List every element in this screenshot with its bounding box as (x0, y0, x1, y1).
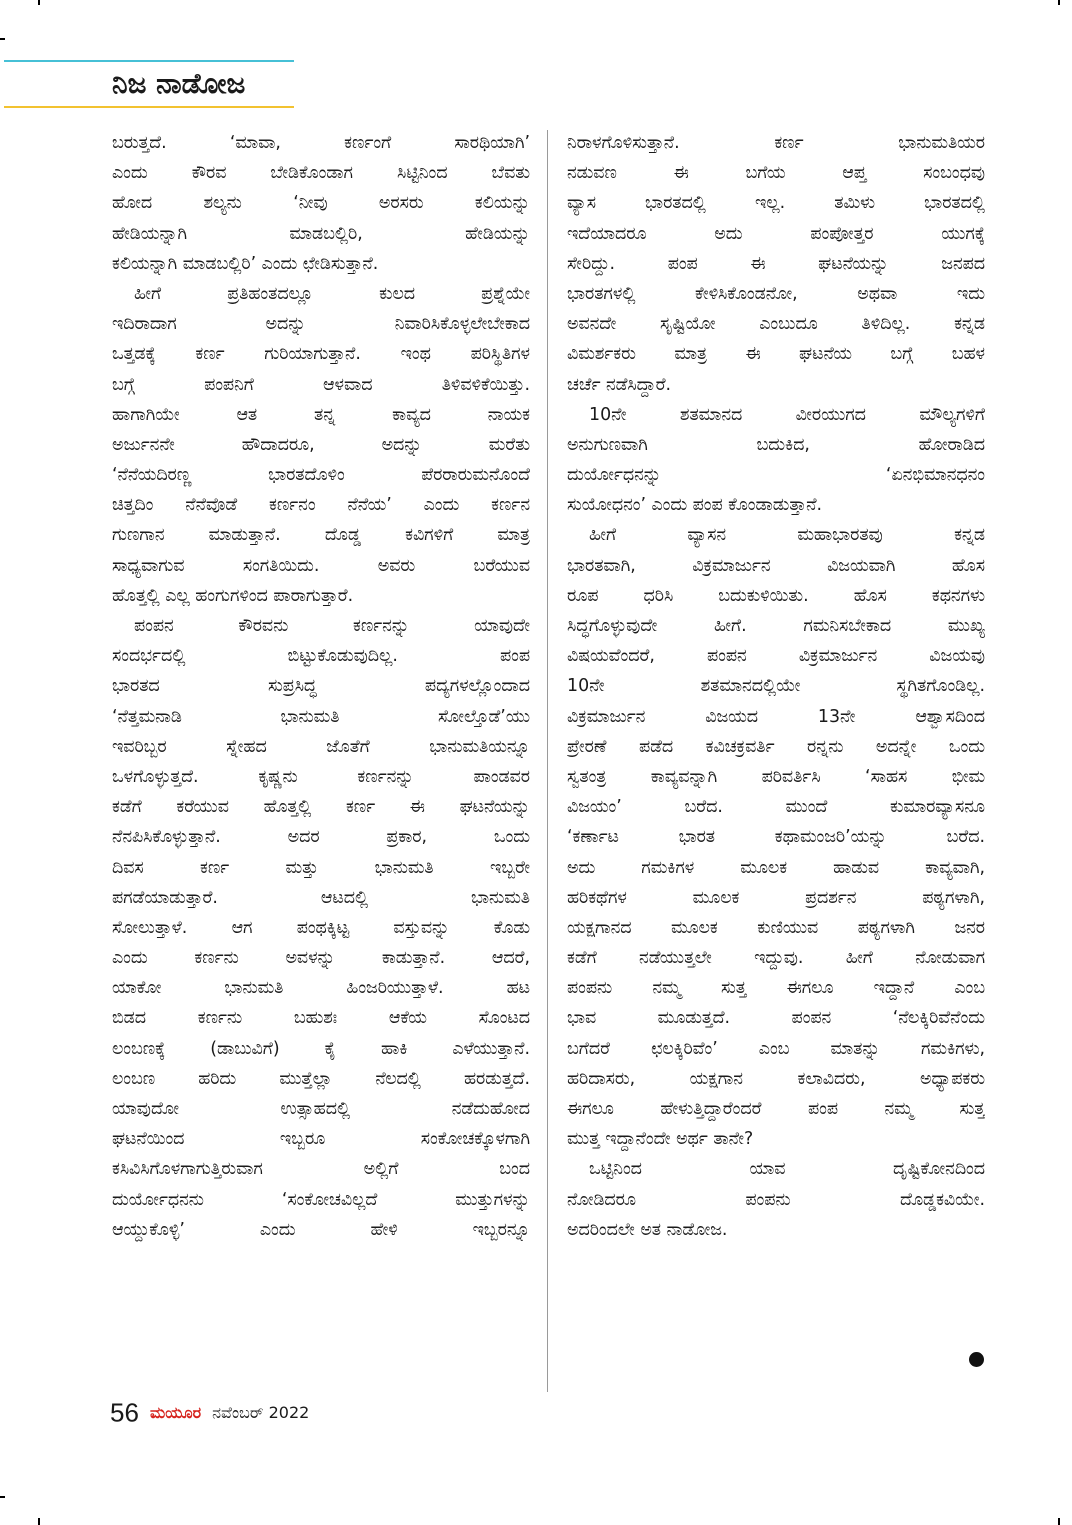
article-text-line: ನೆನಪಿಸಿಕೊಳ್ಳುತ್ತಾನೆ. ಅದರ ಪ್ರಕಾರ, ಒಂದು (112, 827, 530, 848)
article-text-line: ನಿರಾಳಗೊಳಿಸುತ್ತಾನೆ. ಕರ್ಣ ಭಾನುಮತಿಯರ (567, 133, 985, 153)
article-text-line: ವ್ಯಾಸ ಭಾರತದಲ್ಲಿ ಇಲ್ಲ. ತಮಿಳು ಭಾರತದಲ್ಲಿ (567, 193, 985, 214)
article-text-line: ಈಗಲೂ ಹೇಳುತ್ತಿದ್ದಾರೆಂದರೆ ಪಂಪ ನಮ್ಮ ಸುತ್ತ (567, 1099, 985, 1119)
article-text-line: ಸೋಲುತ್ತಾಳೆ. ಆಗ ಪಂಥಕ್ಕಿಟ್ಟ ವಸ್ತುವನ್ನು ಕೊಡು (112, 917, 530, 938)
article-text-line: ಅರ್ಜುನನೇ ಹೌದಾದರೂ, ಅದನ್ನು ಮರೆತು (112, 434, 530, 455)
crop-mark (1058, 0, 1060, 5)
article-text-line: ಒಟ್ಟಿನಿಂದ ಯಾವ ದೃಷ್ಟಿಕೋನದಿಂದ (589, 1159, 985, 1180)
crop-mark (0, 1496, 5, 1498)
article-text-line: ದುರ್ಯೋಧನನು ‘ಸಂಕೋಚವಿಲ್ಲದೆ ಮುತ್ತುಗಳನ್ನು (112, 1189, 530, 1210)
article-text-line: ಮುತ್ತ ಇದ್ದಾನೆಂದೇ ಅರ್ಥ ತಾನೇ? (567, 1129, 754, 1150)
article-text-line: ಅವನದೇ ಸೃಷ್ಟಿಯೋ ಎಂಬುದೂ ತಿಳಿದಿಲ್ಲ. ಕನ್ನಡ (567, 314, 985, 335)
article-text-line: ಕಡೆಗೆ ನಡೆಯುತ್ತಲೇ ಇದ್ದುವು. ಹೀಗೆ ನೋಡುವಾಗ (567, 948, 985, 969)
article-text-line: ಎಂದು ಕರ್ಣನು ಅವಳನ್ನು ಕಾಡುತ್ತಾನೆ. ಆದರೆ, (112, 948, 530, 969)
article-text-line: ಭಾವ ಮೂಡುತ್ತದೆ. ಪಂಪನ ‘ನೆಲಕ್ಕಿರಿವೆನೆಂದು (567, 1008, 985, 1029)
column-divider (547, 130, 548, 1392)
article-text-line: ಚರ್ಚೆ ನಡೆಸಿದ್ದಾರೆ. (567, 374, 672, 395)
article-text-line: ಸೇರಿದ್ದು. ಪಂಪ ಈ ಘಟನೆಯನ್ನು ಜನಪದ (567, 253, 985, 274)
article-text-line: ಯಕ್ಷಗಾನದ ಮೂಲಕ ಕುಣಿಯುವ ಪಠ್ಯಗಳಾಗಿ ಜನರ (567, 917, 985, 938)
article-text-line: ಪಗಡೆಯಾಡುತ್ತಾರೆ. ಆಟದಲ್ಲಿ ಭಾನುಮತಿ (112, 887, 530, 908)
article-text-line: ಕಸಿವಿಸಿಗೊಳಗಾಗುತ್ತಿರುವಾಗ ಅಲ್ಲಿಗೆ ಬಂದ (112, 1159, 530, 1180)
article-text-line: ಒಳಗೊಳ್ಳುತ್ತದೆ. ಕೃಷ್ಣನು ಕರ್ಣನನ್ನು ಪಾಂಡವರ (112, 766, 530, 787)
article-text-line: ಹೀಗೆ ಪ್ರತಿಹಂತದಲ್ಲೂ ಕುಲದ ಪ್ರಶ್ನೆಯೇ (134, 283, 530, 304)
article-text-line: ಅನುಗುಣವಾಗಿ ಬದುಕಿದ, ಹೋರಾಡಿದ (567, 434, 985, 455)
article-text-line: ಕಡೆಗೆ ಕರೆಯುವ ಹೊತ್ತಲ್ಲಿ ಕರ್ಣ ಈ ಘಟನೆಯನ್ನು (112, 797, 530, 818)
article-text-line: ದುರ್ಯೋಧನನ್ನು ‘ಏನಭಿಮಾನಧನಂ (567, 465, 985, 486)
article-text-line: ನೋಡಿದರೂ ಪಂಪನು ದೊಡ್ಡಕವಿಯೇ. (567, 1189, 985, 1210)
header-top-rule (4, 60, 294, 62)
article-text-line: ‘ನೆತ್ತಮನಾಡಿ ಭಾನುಮತಿ ಸೋಲ್ತೊಡೆ’ಯು (112, 706, 530, 727)
article-text-line: ಭಾರತವಾಗಿ, ವಿಕ್ರಮಾರ್ಜುನ ವಿಜಯವಾಗಿ ಹೊಸ (567, 555, 985, 576)
article-text-line: ಚಿತ್ತದಿಂ ನೆನೆವೊಡೆ ಕರ್ಣನಂ ನೆನೆಯ’ ಎಂದು ಕರ್ಣನ (112, 495, 530, 516)
article-text-line: ಸಂದರ್ಭದಲ್ಲಿ ಬಿಟ್ಟುಕೊಡುವುದಿಲ್ಲ. ಪಂಪ (112, 646, 530, 667)
article-text-line: ಯಾಕೋ ಭಾನುಮತಿ ಹಿಂಜರಿಯುತ್ತಾಳೆ. ಹಟ (112, 978, 530, 999)
article-text-line: ವಿಷಯವೆಂದರೆ, ಪಂಪನ ವಿಕ್ರಮಾರ್ಜುನ ವಿಜಯವು (567, 646, 985, 667)
article-text-line: ಬಗೆದರೆ ಛಲಕ್ಕಿರಿವೆಂ’ ಎಂಬ ಮಾತನ್ನು ಗಮಕಿಗಳು, (567, 1038, 985, 1059)
article-text-line: ಬಿಡದ ಕರ್ಣನು ಬಹುಶಃ ಆಕೆಯ ಸೊಂಟದ (112, 1008, 530, 1029)
issue-date: ನವೆಂಬರ್ 2022 (212, 1402, 310, 1422)
article-text-line: ಭಾರತದ ಸುಪ್ರಸಿದ್ಧ ಪದ್ಯಗಳಲ್ಲೊಂದಾದ (112, 676, 530, 697)
header-bottom-rule (4, 106, 294, 108)
crop-mark (0, 38, 5, 40)
page-footer (110, 1396, 309, 1428)
article-text-line: ನಡುವಣ ಈ ಬಗೆಯ ಆಪ್ತ ಸಂಬಂಧವು (567, 163, 985, 184)
article-text-line: ಅದರಿಂದಲೇ ಅತ ನಾಡೋಜ. (567, 1219, 728, 1240)
article-text-line: ಒತ್ತಡಕ್ಕೆ ಕರ್ಣ ಗುರಿಯಾಗುತ್ತಾನೆ. ಇಂಥ ಪರಿಸ್ಥಿತಿಗಳ (112, 344, 530, 365)
crop-mark (1058, 1518, 1060, 1525)
article-text-line: ಹರಿಕಥೆಗಳ ಮೂಲಕ ಪ್ರದರ್ಶನ ಪಠ್ಯಗಳಾಗಿ, (567, 887, 985, 908)
article-text-line: ವಿಜಯಂ’ ಬರೆದ. ಮುಂದೆ ಕುಮಾರವ್ಯಾಸನೂ (567, 797, 985, 818)
article-text-line: ವಿಕ್ರಮಾರ್ಜುನ ವಿಜಯದ 13ನೇ ಆಶ್ವಾಸದಿಂದ (567, 706, 985, 727)
article-text-line: ವಿಮರ್ಶಕರು ಮಾತ್ರ ಈ ಘಟನೆಯ ಬಗ್ಗೆ ಬಹಳ (567, 344, 985, 365)
end-of-article-bullet (969, 1352, 984, 1367)
section-title: ನಿಜ ನಾಡೋಜ (112, 67, 246, 100)
article-text-line: ಪ್ರೇರಣೆ ಪಡೆದ ಕವಿಚಕ್ರವರ್ತಿ ರನ್ನನು ಅದನ್ನೇ ಒಂದು (567, 736, 985, 757)
article-text-line: ಎಂದು ಕೌರವ ಬೇಡಿಕೊಂಡಾಗ ಸಿಟ್ಟಿನಿಂದ ಬೆವತು (112, 163, 530, 184)
article-text-line: 10ನೇ ಶತಮಾನದ ವೀರಯುಗದ ಮೌಲ್ಯಗಳಿಗೆ (589, 404, 985, 425)
article-text-line: ಘಟನೆಯಿಂದ ಇಬ್ಬರೂ ಸಂಕೋಚಕ್ಕೊಳಗಾಗಿ (112, 1129, 530, 1150)
crop-mark (38, 1518, 40, 1525)
article-text-line: ಇದೆಯಾದರೂ ಅದು ಪಂಪೋತ್ತರ ಯುಗಕ್ಕೆ (567, 223, 985, 244)
article-text-line: ಇದಿರಾದಾಗ ಅದನ್ನು ನಿವಾರಿಸಿಕೊಳ್ಳಲೇಬೇಕಾದ (112, 314, 530, 335)
article-text-line: ಬರುತ್ತದೆ. ‘ಮಾವಾ, ಕರ್ಣಂಗೆ ಸಾರಥಿಯಾಗಿ’ (112, 133, 530, 153)
article-text-line: ದಿವಸ ಕರ್ಣ ಮತ್ತು ಭಾನುಮತಿ ಇಬ್ಬರೇ (112, 857, 530, 878)
article-text-line: ಹೋದ ಶಲ್ಯನು ‘ನೀವು ಅರಸರು ಕಲಿಯನ್ನು (112, 193, 530, 214)
article-text-line: 10ನೇ ಶತಮಾನದಲ್ಲಿಯೇ ಸ್ಥಗಿತಗೊಂಡಿಲ್ಲ. (567, 676, 985, 697)
article-text-line: ಪಂಪನ ಕೌರವನು ಕರ್ಣನನ್ನು ಯಾವುದೇ (134, 616, 530, 636)
article-text-line: ಲಂಬಣಕ್ಕೆ (ಡಾಬುವಿಗೆ) ಕೈ ಹಾಕಿ ಎಳೆಯುತ್ತಾನೆ. (112, 1038, 530, 1059)
article-left-column (112, 128, 530, 1245)
article-text-line: ಭಾರತಗಳಲ್ಲಿ ಕೇಳಿಸಿಕೊಂಡನೋ, ಅಥವಾ ಇದು (567, 283, 985, 304)
page-number: 56 (110, 1397, 139, 1428)
article-text-line: ಆಯ್ದುಕೊಳ್ಳಿ’ ಎಂದು ಹೇಳಿ ಇಬ್ಬರನ್ನೂ (112, 1219, 530, 1240)
crop-mark (38, 0, 40, 5)
article-text-line: ಹರಿದಾಸರು, ಯಕ್ಷಗಾನ ಕಲಾವಿದರು, ಅಧ್ಯಾಪಕರು (567, 1068, 985, 1089)
article-text-line: ಸುಯೋಧನಂ’ ಎಂದು ಪಂಪ ಕೊಂಡಾಡುತ್ತಾನೆ. (567, 495, 823, 516)
article-text-line: ಹೀಗೆ ವ್ಯಾಸನ ಮಹಾಭಾರತವು ಕನ್ನಡ (589, 525, 985, 546)
article-text-line: ಸ್ವತಂತ್ರ ಕಾವ್ಯವನ್ನಾಗಿ ಪರಿವರ್ತಿಸಿ ‘ಸಾಹಸ ಭೀಮ (567, 766, 985, 787)
article-text-line: ‘ಕರ್ಣಾಟ ಭಾರತ ಕಥಾಮಂಜರಿ’ಯನ್ನು ಬರೆದ. (567, 827, 985, 848)
article-text-line: ಕಲಿಯನ್ನಾಗಿ ಮಾಡಬಲ್ಲಿರಿ’ ಎಂದು ಛೇಡಿಸುತ್ತಾನೆ. (112, 253, 379, 274)
article-text-line: ‘ನೆನೆಯದಿರಣ್ಣ ಭಾರತದೊಳಿಂ ಪೆರರಾರುಮನೊಂದೆ (112, 465, 530, 486)
article-text-line: ಯಾವುದೋ ಉತ್ಸಾಹದಲ್ಲಿ ನಡೆದುಹೋದ (112, 1099, 530, 1119)
article-text-line: ಇವರಿಬ್ಬರ ಸ್ನೇಹದ ಜೊತೆಗೆ ಭಾನುಮತಿಯನ್ನೂ (112, 736, 530, 757)
article-text-line: ಗುಣಗಾನ ಮಾಡುತ್ತಾನೆ. ದೊಡ್ಡ ಕವಿಗಳಿಗೆ ಮಾತ್ರ (112, 525, 530, 546)
article-text-line: ರೂಪ ಧರಿಸಿ ಬದುಕುಳಿಯಿತು. ಹೊಸ ಕಥನಗಳು (567, 585, 985, 606)
article-text-line: ಹೊತ್ತಲ್ಲಿ ಎಲ್ಲ ಹಂಗುಗಳಿಂದ ಪಾರಾಗುತ್ತಾರೆ. (112, 585, 354, 606)
magazine-name: ಮಯೂರ (150, 1402, 202, 1422)
article-text-line: ಲಂಬಣ ಹರಿದು ಮುತ್ತೆಲ್ಲಾ ನೆಲದಲ್ಲಿ ಹರಡುತ್ತದೆ. (112, 1068, 530, 1089)
article-text-line: ಬಗ್ಗೆ ಪಂಪನಿಗೆ ಆಳವಾದ ತಿಳಿವಳಿಕೆಯಿತ್ತು. (112, 374, 530, 395)
article-text-line: ಅದು ಗಮಕಿಗಳ ಮೂಲಕ ಹಾಡುವ ಕಾವ್ಯವಾಗಿ, (567, 857, 985, 878)
article-text-line: ಪಂಪನು ನಮ್ಮ ಸುತ್ತ ಈಗಲೂ ಇದ್ದಾನೆ ಎಂಬ (567, 978, 985, 999)
article-text-line: ಸಿದ್ಧಗೊಳ್ಳುವುದೇ ಹೀಗೆ. ಗಮನಿಸಬೇಕಾದ ಮುಖ್ಯ (567, 616, 985, 636)
article-right-column (567, 128, 985, 1245)
article-text-line: ಹಾಗಾಗಿಯೇ ಆತ ತನ್ನ ಕಾವ್ಯದ ನಾಯಕ (112, 404, 530, 425)
article-text-line: ಸಾಧ್ಯವಾಗುವ ಸಂಗತಿಯಿದು. ಅವರು ಬರೆಯುವ (112, 555, 530, 576)
article-text-line: ಹೇಡಿಯನ್ನಾಗಿ ಮಾಡಬಲ್ಲಿರಿ, ಹೇಡಿಯನ್ನು (112, 223, 530, 244)
